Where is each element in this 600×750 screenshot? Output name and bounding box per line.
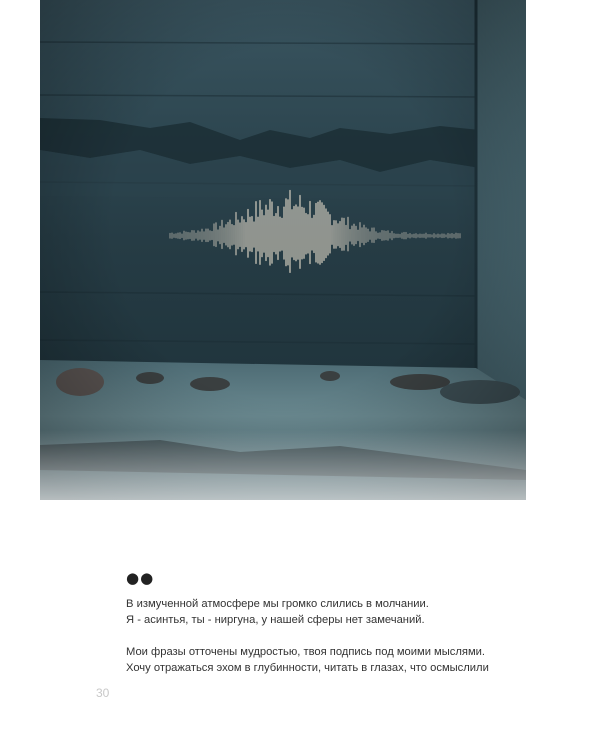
stanza-2 <box>126 644 546 676</box>
stanza-1-line-2: Я - асинтья, ты - ниргуна, у нашей сферы нет замечаний. <box>126 614 425 626</box>
illustration-photo <box>40 0 526 580</box>
stanza-2-line-2: Хочу отражаться эхом в глубинности, читать в глазах, что осмыслили <box>126 662 489 674</box>
ornament-dots: ●● <box>126 569 155 587</box>
poem-text <box>126 596 546 676</box>
stanza-1 <box>126 596 546 628</box>
stanza-2-line-1: Мои фразы отточены мудростью, твоя подпись под моими мыслями. <box>126 646 486 658</box>
page-number: 30 <box>96 686 110 700</box>
stanza-1-line-1: В измученной атмосфере мы громко слились в молчании. <box>126 598 429 610</box>
